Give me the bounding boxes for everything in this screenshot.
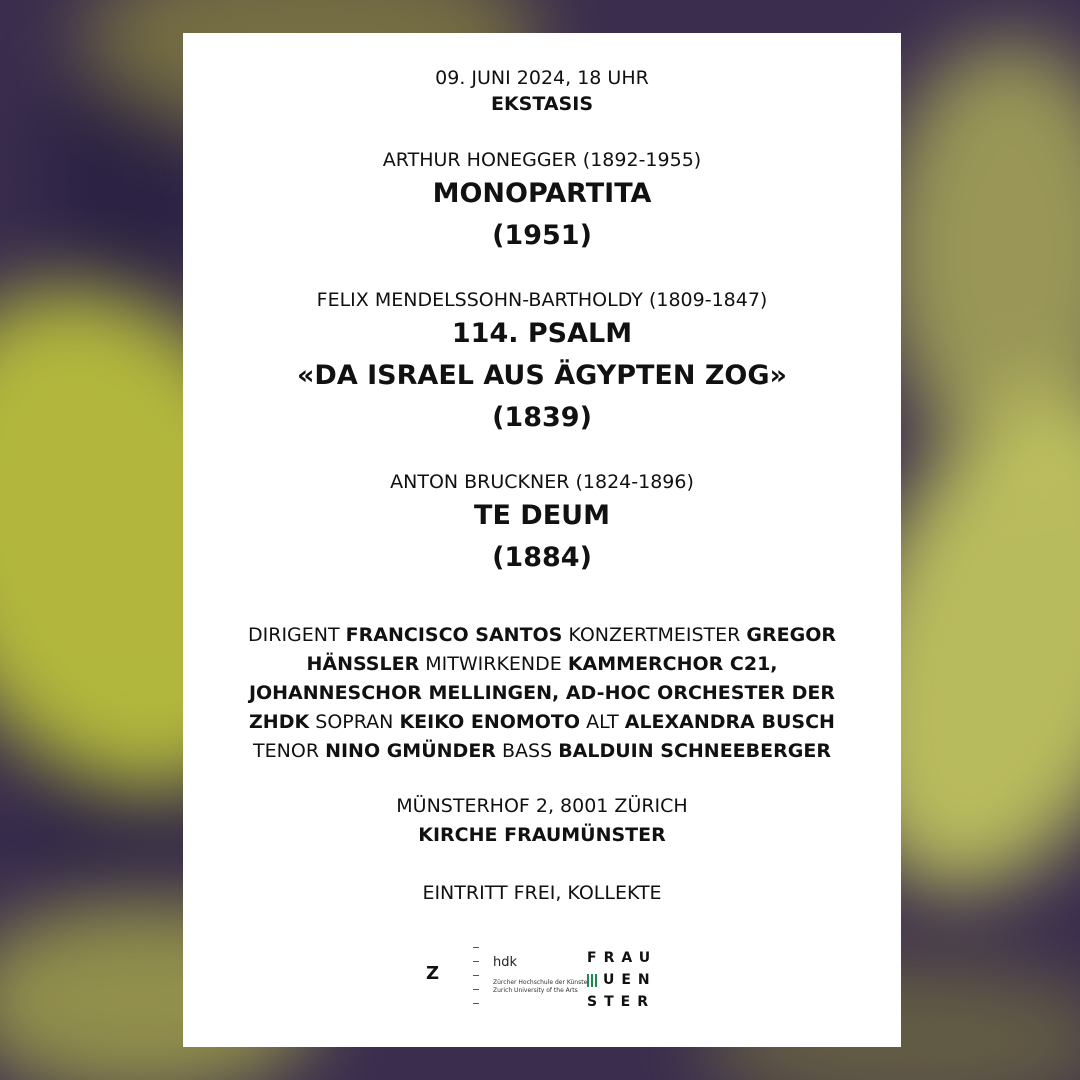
- credit-role: KONZERTMEISTER: [568, 624, 741, 646]
- fraumuenster-row: FRAU: [587, 950, 658, 966]
- work-title: TE DEUM: [474, 500, 610, 531]
- venue-name: KIRCHE FRAUMÜNSTER: [418, 824, 666, 846]
- composer-name: ANTON BRUCKNER (1824-1896): [390, 471, 694, 493]
- credit-role: DIRIGENT: [248, 624, 340, 646]
- sponsor-logos: [183, 945, 901, 1015]
- program-item: [183, 469, 901, 579]
- credit-role: MITWIRKENDE: [425, 653, 562, 675]
- concert-card: [183, 33, 901, 1047]
- fraumuenster-row-text: UEN: [603, 972, 657, 988]
- zhdk-subtitle-de: Zürcher Hochschule der Künste: [493, 979, 588, 986]
- event-title: EKSTASIS: [490, 93, 593, 115]
- logo-dash: [473, 961, 479, 962]
- credit-name: FRANCISCO SANTOS: [345, 624, 563, 646]
- work-year: (1839): [492, 402, 592, 433]
- program-item: [183, 287, 901, 439]
- credit-name: ALEXANDRA BUSCH: [624, 711, 835, 733]
- venue-address: MÜNSTERHOF 2, 8001 ZÜRICH: [396, 795, 688, 817]
- credit-role: SOPRAN: [315, 711, 394, 733]
- composer-name: FELIX MENDELSSOHN-BARTHOLDY (1809-1847): [316, 289, 768, 311]
- fraumuenster-logo: [587, 947, 667, 1013]
- composer-name: ARTHUR HONEGGER (1892-1955): [382, 149, 702, 171]
- work-title: 114. PSALM: [451, 318, 633, 349]
- logo-dash: [473, 1003, 479, 1004]
- credit-name: BALDUIN SCHNEEBERGER: [558, 740, 831, 762]
- credit-role: BASS: [501, 740, 553, 762]
- credit-name: GREGOR HÄNSSLER: [306, 624, 836, 675]
- credit-role: TENOR: [253, 740, 320, 762]
- entry-info: EINTRITT FREI, KOLLEKTE: [422, 882, 662, 904]
- work-year: (1884): [492, 542, 592, 573]
- zhdk-wordmark: hdk: [493, 955, 518, 970]
- fraumuenster-row: STER: [587, 994, 655, 1010]
- credit-name: NINO GMÜNDER: [325, 740, 496, 762]
- logo-dash: [473, 947, 479, 948]
- work-title: MONOPARTITA: [432, 178, 652, 209]
- zhdk-z-logo: Z: [426, 963, 440, 984]
- fraumuenster-row: [587, 969, 667, 991]
- credit-role: ALT: [586, 711, 619, 733]
- logo-dash: [473, 975, 479, 976]
- performer-credits: [222, 621, 862, 766]
- credit-name: KEIKO ENOMOTO: [399, 711, 581, 733]
- program-item: [183, 147, 901, 257]
- work-year: (1951): [492, 220, 592, 251]
- logo-dash: [473, 989, 479, 990]
- event-date: 09. JUNI 2024, 18 UHR: [435, 67, 649, 89]
- credit-name: KAMMERCHOR C21, JOHANNESCHOR MELLINGEN, AD-HOC ORCHESTER DER ZHDK: [248, 653, 836, 733]
- zhdk-logo: [473, 945, 588, 1017]
- organ-pipes-icon: [587, 974, 597, 987]
- work-subtitle: «DA ISRAEL AUS ÄGYPTEN ZOG»: [296, 360, 787, 391]
- zhdk-subtitle-en: Zurich University of the Arts: [493, 987, 578, 994]
